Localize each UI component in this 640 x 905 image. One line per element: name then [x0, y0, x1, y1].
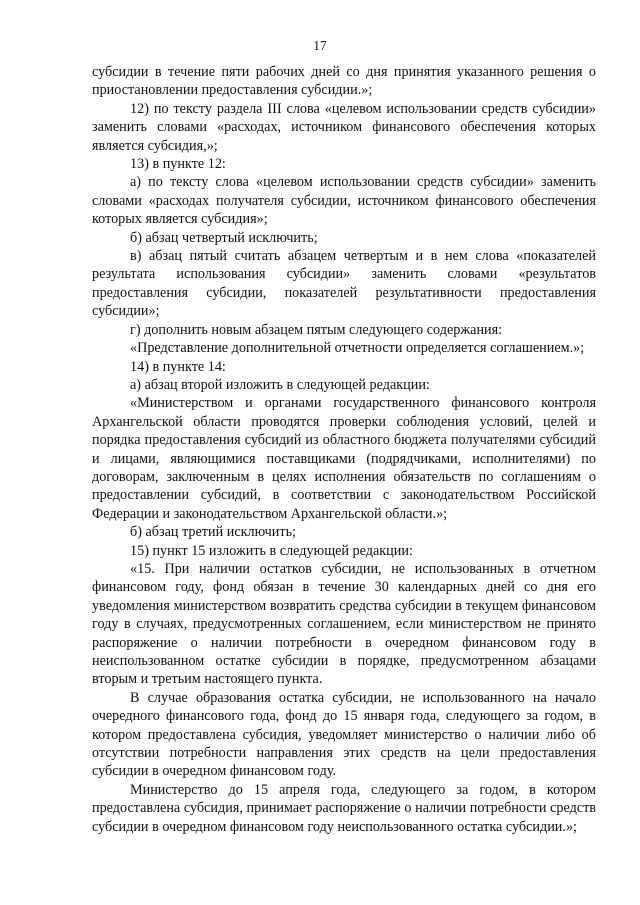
document-body	[92, 63, 596, 836]
page-number: 17	[313, 38, 327, 53]
paragraph-9: 14) в пункте 14:	[130, 358, 226, 375]
paragraph-3: 13) в пункте 12:	[130, 156, 226, 173]
paragraph-5: б) абзац четвертый исключить;	[130, 229, 318, 246]
paragraph-12: б) абзац третий исключить;	[130, 524, 297, 541]
paragraph-11: «Министерством и органами государственного финансового контроля Архангельской области проводятся проверки соблюдения условий, целей и порядка предоставления субсидий из областного бюджета получателями субсидий и лицами, являющимися поставщиками (подрядчиками, исполнителями) по договорам, заключенным в целях исполнения обязательств по соглашениям о предоставлении субсидий, в соответствии с законодательством Российской Федерации и законодательством Архангельской области.»;	[92, 395, 596, 522]
paragraph-8: «Представление дополнительной отчетности определяется соглашением.»;	[130, 340, 585, 357]
paragraph-2: 12) по тексту раздела III слова «целевом использовании средств субсидии» заменить словами «расходах, источником финансового обеспечения которых является субсидия,»;	[92, 100, 596, 154]
paragraph-6: в) абзац пятый считать абзацем четвертым и в нем слова «показателей результата использования субсидии» заменить словами «результатов предоставления субсидии, показателей результативности предоставления субсидии»;	[92, 248, 596, 320]
paragraph-1: субсидии в течение пяти рабочих дней со дня принятия указанного решения о приостановлении предоставления субсидии.»;	[92, 64, 596, 99]
paragraph-16: Министерство до 15 апреля года, следующего за годом, в котором предоставлена субсидия, принимает распоряжение о наличии потребности средств субсидии в очередном финансовом году неиспользованного остатка субсидии.»;	[92, 781, 596, 835]
paragraph-13: 15) пункт 15 изложить в следующей редакции:	[130, 542, 413, 559]
paragraph-14: «15. При наличии остатков субсидии, не использованных в отчетном финансовом году, фонд обязан в течение 30 календарных дней со дня его уведомления министерством возвратить средства субсидии в текущем финансовом году в случаях, предусмотренных соглашением, если министерством не принято распоряжение о наличии потребности в очередном финансовом году в неиспользованном остатке субсидии в порядке, предусмотренном абзацами вторым и третьим настоящего пункта.	[92, 560, 596, 688]
paragraph-15: В случае образования остатка субсидии, не использованного на начало очередного финансового года, фонд до 15 января года, следующего за годом, в котором предоставлена субсидия, уведомляет министерство о наличии либо об отсутствии потребности направления этих средств на цели предоставления субсидии в очередном финансовом году.	[92, 689, 596, 780]
paragraph-4: а) по тексту слова «целевом использовании средств субсидии» заменить словами «расходах получателя субсидии, источником финансового обеспечения которых является субсидия»;	[92, 174, 596, 228]
paragraph-10: а) абзац второй изложить в следующей редакции:	[130, 376, 430, 393]
paragraph-7: г) дополнить новым абзацем пятым следующего содержания:	[130, 321, 503, 338]
